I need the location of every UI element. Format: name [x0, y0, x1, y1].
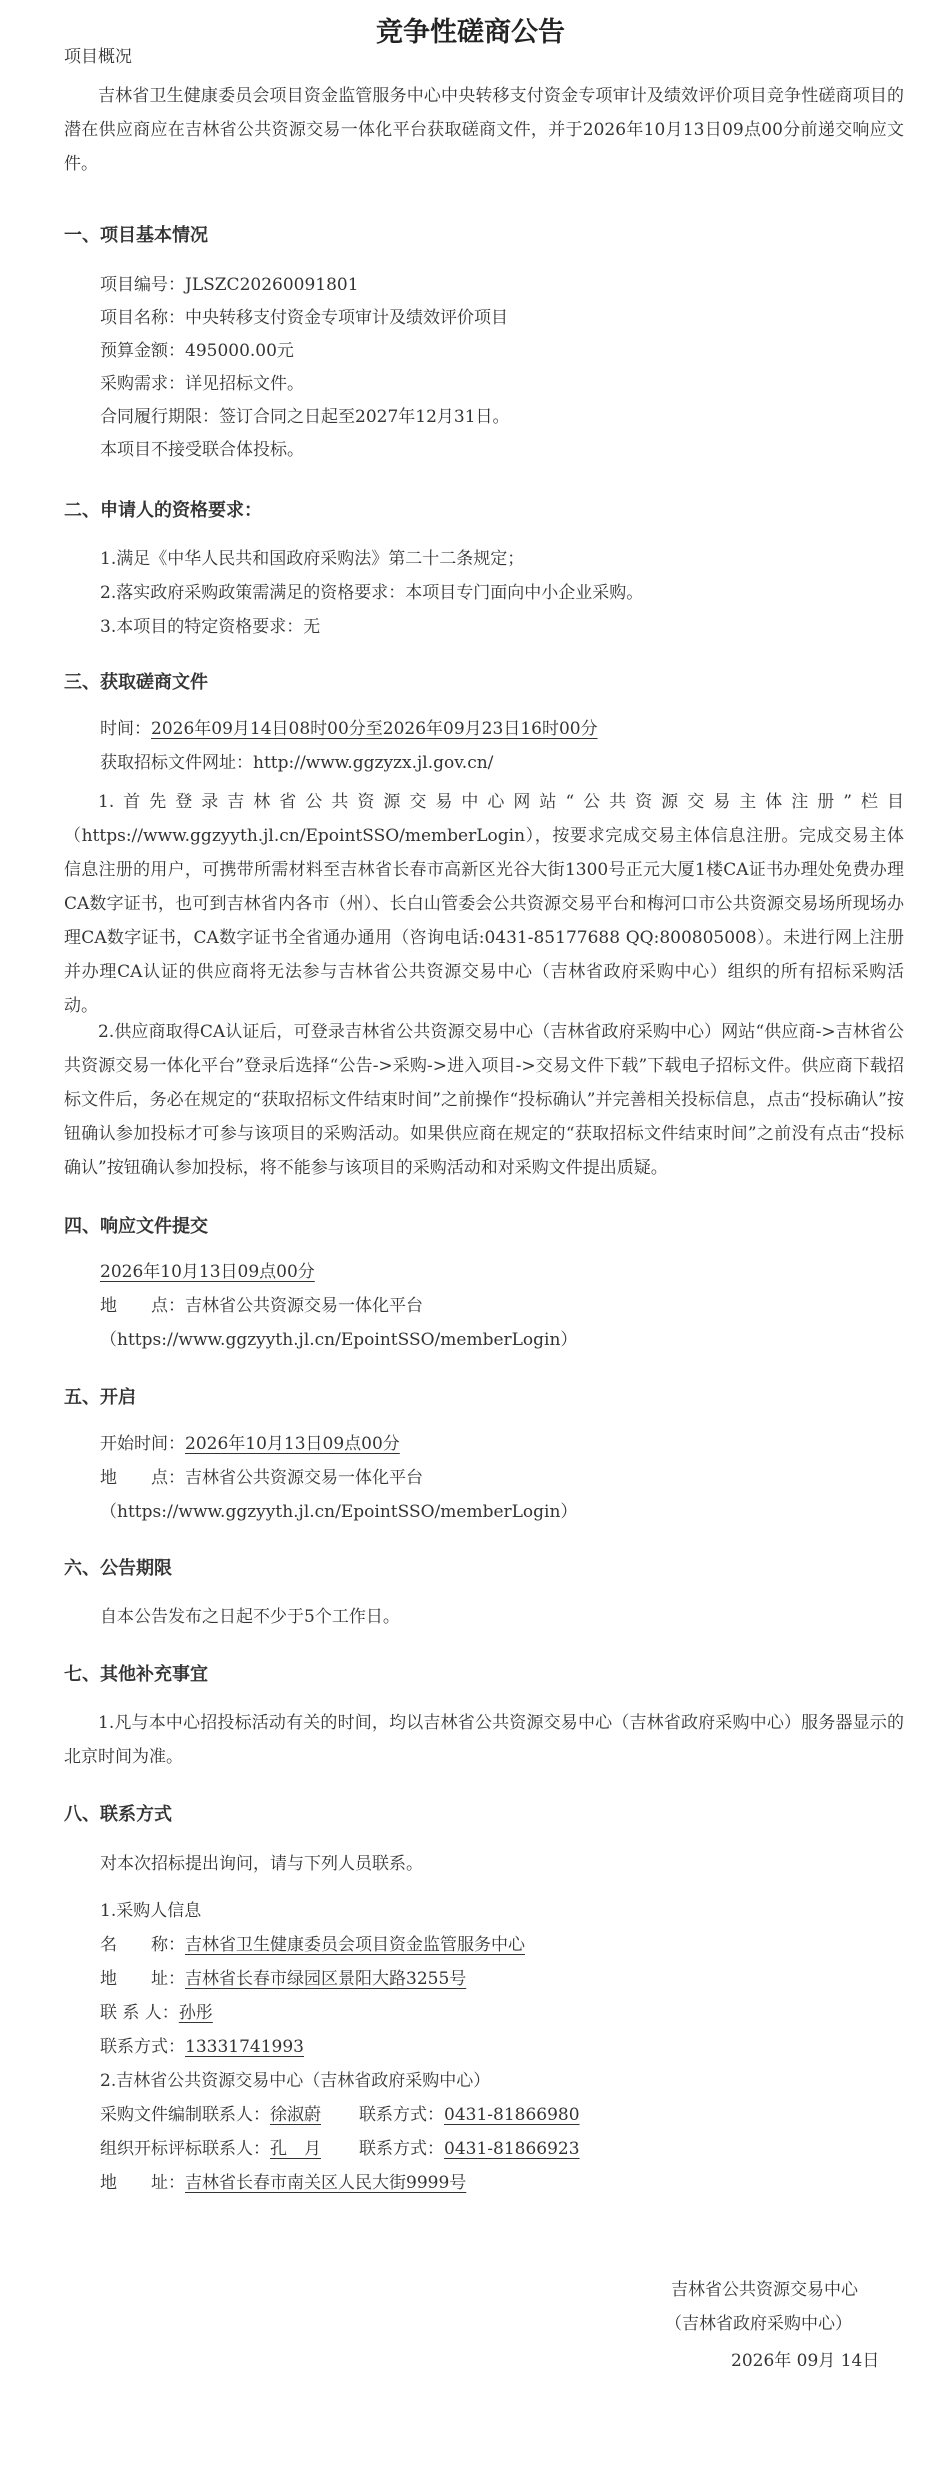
agency-address: 吉林省长春市南关区人民大街9999号: [185, 2173, 467, 2193]
section-heading-obtain-documents: 三、获取磋商文件: [64, 672, 208, 693]
buyer-address-row: [100, 1962, 466, 1996]
agency-address-row: [100, 2166, 466, 2200]
eval-contact-label: 组织开标评标联系人：: [100, 2139, 270, 2159]
buyer-phone-label: 联系方式：: [100, 2037, 185, 2057]
opening-place: [100, 1461, 423, 1495]
project-number: 项目编号：JLSZC20260091801: [100, 275, 359, 295]
submission-url[interactable]: （https://www.ggzyyth.jl.cn/EpointSSO/memberLogin）: [100, 1330, 578, 1350]
buyer-contact-row: [100, 1996, 213, 2030]
overview-label: 项目概况: [64, 47, 132, 67]
opening-place-label: 地 点：: [100, 1468, 185, 1488]
contract-period: 合同履行期限：签订合同之日起至2027年12月31日。: [100, 407, 510, 427]
buyer-name-label: 名 称：: [100, 1935, 185, 1955]
eval-contact-row: [100, 2132, 580, 2166]
eval-phone-label: 联系方式：: [359, 2139, 444, 2159]
submission-time: 2026年10月13日09点00分: [100, 1262, 315, 1282]
obtain-time-label: 时间：: [100, 719, 151, 739]
qualification-item: 3.本项目的特定资格要求：无: [100, 617, 321, 637]
buyer-contact: 孙彤: [178, 2003, 213, 2023]
doc-phone: 0431-81866980: [444, 2105, 580, 2125]
doc-contact-row: [100, 2098, 580, 2132]
buyer-info-title: 1.采购人信息: [100, 1901, 202, 1921]
buyer-name: 吉林省卫生健康委员会项目资金监管服务中心: [185, 1935, 525, 1955]
buyer-name-row: [100, 1928, 525, 1962]
project-name: 项目名称：中央转移支付资金专项审计及绩效评价项目: [100, 308, 508, 328]
buyer-address: 吉林省长春市绿园区景阳大路3255号: [185, 1969, 467, 1989]
qualification-item: 1.满足《中华人民共和国政府采购法》第二十二条规定；: [100, 549, 525, 569]
submission-place: [100, 1289, 423, 1323]
doc-contact: 徐淑蔚: [270, 2105, 321, 2125]
budget-amount: 预算金额：495000.00元: [100, 341, 294, 361]
page-title: 竞争性磋商公告: [376, 17, 565, 48]
procurement-needs: 采购需求：详见招标文件。: [100, 374, 304, 394]
signature-date: 2026年 09月 14日: [731, 2351, 880, 2371]
section-heading-notice-period: 六、公告期限: [64, 1558, 172, 1579]
no-consortium: 本项目不接受联合体投标。: [100, 440, 304, 460]
section-heading-opening: 五、开启: [64, 1387, 136, 1408]
buyer-contact-label: 联 系 人：: [100, 2003, 179, 2023]
obtain-url[interactable]: 获取招标文件网址：http://www.ggzyzx.jl.gov.cn/: [100, 753, 494, 773]
eval-contact: 孔 月: [270, 2139, 321, 2159]
opening-time-label: 开始时间：: [100, 1434, 185, 1454]
opening-url[interactable]: （https://www.ggzyyth.jl.cn/EpointSSO/memberLogin）: [100, 1502, 578, 1522]
contact-intro: 对本次招标提出询问，请与下列人员联系。: [100, 1854, 423, 1874]
submission-place-value: 吉林省公共资源交易一体化平台: [185, 1296, 423, 1316]
notice-period-text: 自本公告发布之日起不少于5个工作日。: [100, 1607, 400, 1627]
doc-contact-label: 采购文件编制联系人：: [100, 2105, 270, 2125]
agency-info-title: 2.吉林省公共资源交易中心（吉林省政府采购中心）: [100, 2071, 491, 2091]
supplementary-text: 1.凡与本中心招投标活动有关的时间，均以吉林省公共资源交易中心（吉林省政府采购中心）服务器显示的北京时间为准。: [64, 1713, 904, 1767]
section-heading-qualifications: 二、申请人的资格要求：: [64, 500, 262, 521]
submission-place-label: 地 点：: [100, 1296, 185, 1316]
buyer-phone: 13331741993: [185, 2037, 304, 2057]
agency-address-label: 地 址：: [100, 2173, 185, 2193]
opening-time: [100, 1427, 400, 1461]
section-heading-supplementary: 七、其他补充事宜: [64, 1664, 208, 1685]
qualification-item: 2.落实政府采购政策需满足的资格要求：本项目专门面向中小企业采购。: [100, 583, 644, 603]
opening-place-value: 吉林省公共资源交易一体化平台: [185, 1468, 423, 1488]
obtain-time-value: 2026年09月14日08时00分至2026年09月23日16时00分: [151, 719, 598, 739]
eval-phone: 0431-81866923: [444, 2139, 580, 2159]
doc-phone-label: 联系方式：: [359, 2105, 444, 2125]
buyer-address-label: 地 址：: [100, 1969, 185, 1989]
section-heading-contact: 八、联系方式: [64, 1804, 172, 1825]
signature-org-sub: （吉林省政府采购中心）: [665, 2314, 852, 2334]
section-heading-submission: 四、响应文件提交: [64, 1216, 208, 1237]
ca-registration-paragraph: 1.首先登录吉林省公共资源交易中心网站“公共资源交易主体注册”栏目（https://www.ggzyyth.jl.cn/EpointSSO/memberLogin），按要求完成交易主体信息注册。完成交易主体信息注册的用户，可携带所需材料至吉林省长春市高新区光谷大街1300号正元大厦1楼CA证书办理处免费办理CA数字证书，也可到吉林省内各市（州）、长白山管委会公共资源交易平台和梅河口市公共资源交易场所现场办理CA数字证书，CA数字证书全省通办通用（咨询电话:0431-85177688 QQ:800805008）。未进行网上注册并办理CA认证的供应商将无法参与吉林省公共资源交易中心（吉林省政府采购中心）组织的所有招标采购活动。: [64, 792, 904, 1016]
buyer-phone-row: [100, 2030, 304, 2064]
ca-download-paragraph: 2.供应商取得CA认证后，可登录吉林省公共资源交易中心（吉林省政府采购中心）网站“供应商->吉林省公共资源交易一体化平台”登录后选择“公告->采购->进入项目->交易文件下载”下载电子招标文件。供应商下载招标文件后，务必在规定的“获取招标文件结束时间”之前操作“投标确认”并完善相关投标信息，点击“投标确认”按钮确认参加投标才可参与该项目的采购活动。如果供应商在规定的“获取招标文件结束时间”之前没有点击“投标确认”按钮确认参加投标，将不能参与该项目的采购活动和对采购文件提出质疑。: [64, 1022, 904, 1178]
signature-org: 吉林省公共资源交易中心: [671, 2280, 858, 2300]
section-heading-basic-info: 一、项目基本情况: [64, 225, 208, 246]
overview-text: 吉林省卫生健康委员会项目资金监管服务中心中央转移支付资金专项审计及绩效评价项目竞争性磋商项目的潜在供应商应在吉林省公共资源交易一体化平台获取磋商文件，并于2026年10月13日09点00分前递交响应文件。: [64, 86, 904, 174]
obtain-time: [100, 712, 598, 746]
opening-time-value: 2026年10月13日09点00分: [185, 1434, 400, 1454]
